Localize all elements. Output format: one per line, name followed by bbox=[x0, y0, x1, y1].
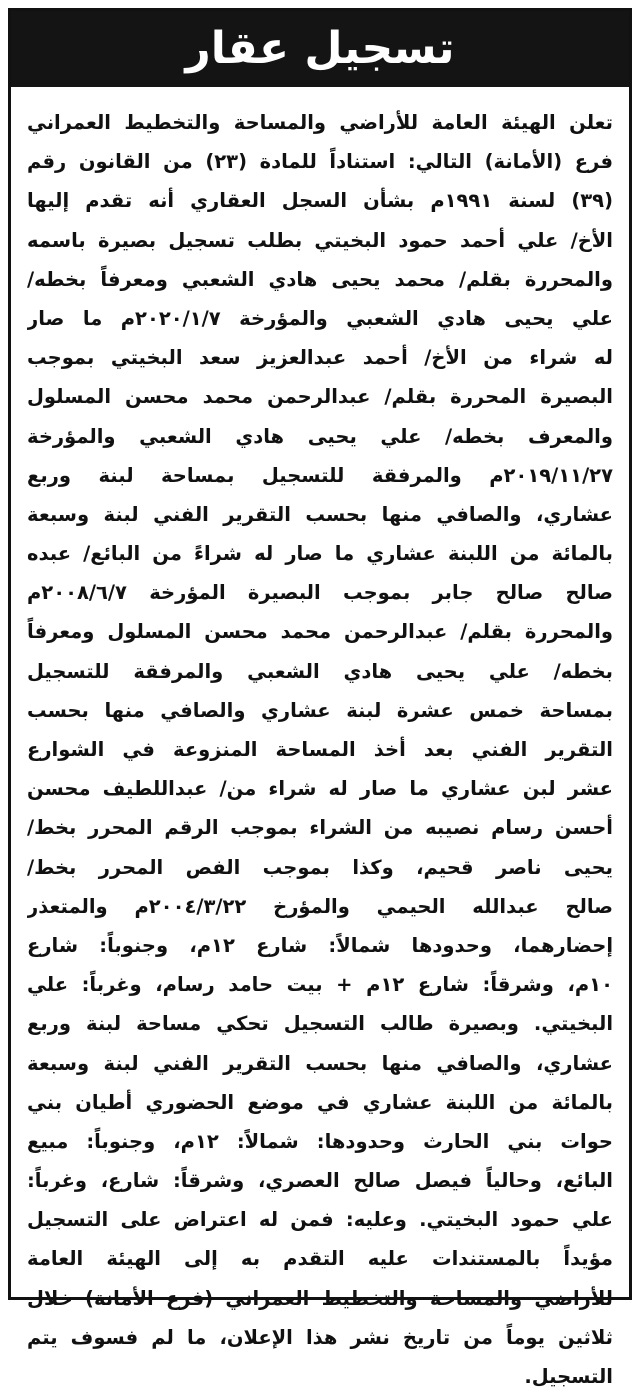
notice-line: ٢٠١٩/١١/٢٧م والمرفقة للتسجيل بمساحة لبنة وربع bbox=[27, 463, 613, 487]
notice-line: حوات بني الحارث وحدودها: شمالاً: ١٢م، وجنوباً: مبيع bbox=[27, 1129, 613, 1153]
notice-line: ثلاثين يوماً من تاريخ نشر هذا الإعلان، ما لم فسوف يتم bbox=[27, 1325, 613, 1349]
notice-line: البخيتي. وبصيرة طالب التسجيل تحكي مساحة لبنة وربع bbox=[27, 1012, 613, 1036]
notice-line: أحسن رسام نصيبه من الشراء بموجب الرقم المحرر بخط/ bbox=[27, 816, 613, 840]
notice-body bbox=[27, 103, 613, 1396]
notice-line: صالح عبدالله الحيمي والمؤرخ ٢٠٠٤/٣/٢٢م والمتعذر bbox=[27, 894, 613, 918]
notice-line: بمساحة خمس عشرة لبنة عشاري والصافي منها بحسب bbox=[27, 698, 613, 722]
notice-line: بالمائة من اللبنة عشاري في موضع الحضوري أطيان بني bbox=[27, 1090, 613, 1114]
notice-line: إحضارهما، وحدودها شمالاً: شارع ١٢م، وجنوباً: شارع bbox=[27, 933, 613, 957]
notice-line: البصيرة المحررة بقلم/ عبدالرحمن محمد محسن المسلول bbox=[27, 385, 613, 409]
notice-header bbox=[11, 11, 629, 87]
notice-line: فرع (الأمانة) التالي: استناداً للمادة (٢٣) من القانون رقم bbox=[27, 150, 613, 174]
notice-line: علي حمود البخيتي. وعليه: فمن له اعتراض على التسجيل bbox=[27, 1208, 613, 1232]
notice-line: بخطه/ علي يحيى هادي الشعبي والمرفقة للتسجيل bbox=[27, 659, 613, 683]
notice-line: التقرير الفني بعد أخذ المساحة المنزوعة في الشوارع bbox=[27, 738, 613, 761]
notice-line: صالح صالح جابر بموجب البصيرة المؤرخة ٢٠٠٨/٦/٧م bbox=[27, 581, 613, 605]
notice-line: عشاري، والصافي منها بحسب التقرير الفني لبنة وسبعة bbox=[27, 1051, 613, 1075]
notice-line: مؤيداً بالمستندات عليه التقدم به إلى الهيئة العامة bbox=[27, 1247, 613, 1271]
notice-line: (٣٩) لسنة ١٩٩١م بشأن السجل العقاري أنه تقدم إليها bbox=[27, 189, 613, 213]
notice-line: له شراء من الأخ/ أحمد عبدالعزيز سعد البخيتي بموجب bbox=[27, 346, 613, 370]
notice-line: علي يحيى هادي الشعبي والمؤرخة ٢٠٢٠/١/٧م ما صار bbox=[27, 306, 613, 330]
notice-line: البائع، وحالياً فيصل صالح العصري، وشرقاً: شارع، وغرباً: bbox=[27, 1169, 613, 1193]
notice-title: تسجيل عقار bbox=[185, 23, 455, 74]
notice-line: تعلن الهيئة العامة للأراضي والمساحة والتخطيط العمراني bbox=[27, 111, 613, 134]
notice-frame bbox=[8, 8, 632, 1388]
notice-line: ١٠م، وشرقاً: شارع ١٢م + بيت حامد رسام، وغرباً: علي bbox=[27, 973, 613, 997]
notice-line: بالمائة من اللبنة عشاري ما صار له شراءً من البائع/ عبده bbox=[27, 542, 613, 566]
notice-line: والمحررة بقلم/ محمد يحيى هادي الشعبي ومعرفاً بخطه/ bbox=[27, 267, 613, 291]
notice-line: للأراضي والمساحة والتخطيط العمراني (فرع الأمانة) خلال bbox=[27, 1286, 613, 1310]
notice-line: الأخ/ علي أحمد حمود البخيتي بطلب تسجيل بصيرة باسمه bbox=[27, 228, 613, 252]
notice-line: عشاري، والصافي منها بحسب التقرير الفني لبنة وسبعة bbox=[27, 502, 613, 526]
notice-line: يحيى ناصر قحيم، وكذا بموجب الفص المحرر بخط/ bbox=[27, 855, 613, 879]
notice-line: والمحررة بقلم/ عبدالرحمن محمد محسن المسلول ومعرفاً bbox=[27, 620, 613, 644]
notice-line: التسجيل. bbox=[524, 1365, 613, 1388]
notice-line: عشر لبن عشاري ما صار له شراء من/ عبداللطيف محسن bbox=[27, 777, 613, 801]
notice-line: والمعرف بخطه/ علي يحيى هادي الشعبي والمؤرخة bbox=[27, 424, 613, 448]
